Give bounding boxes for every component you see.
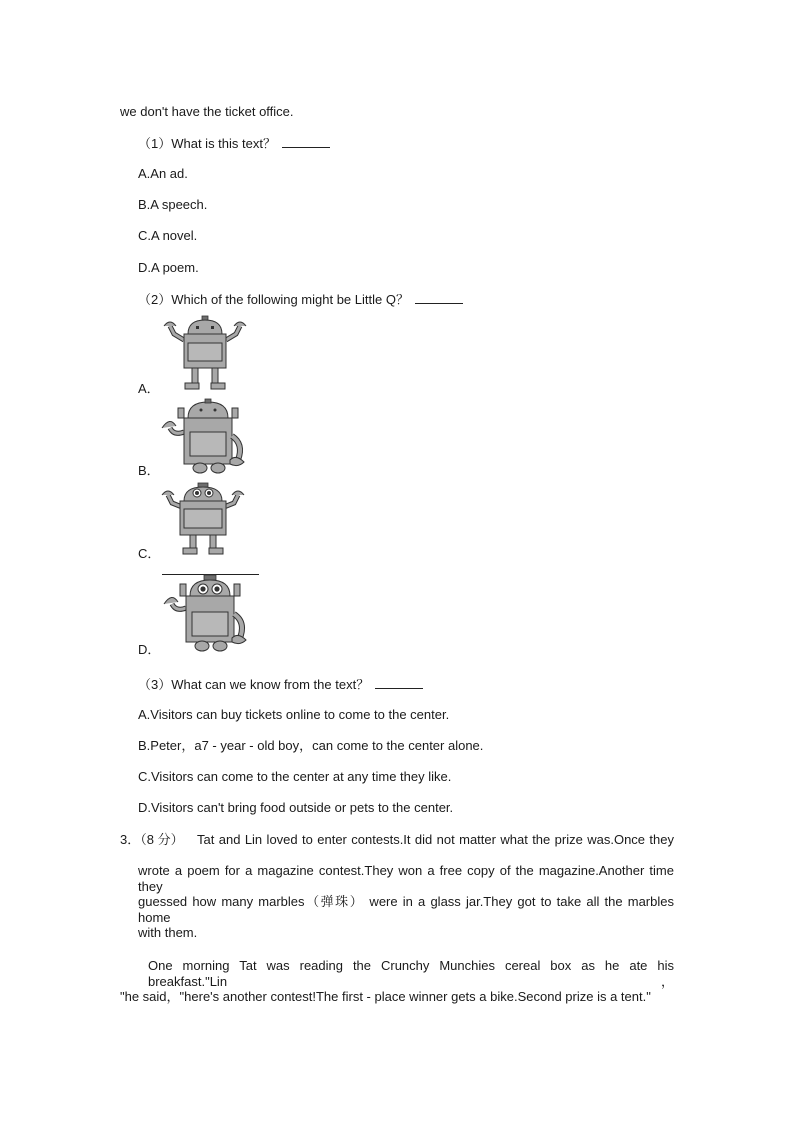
- paragraph-2-line-1: One morning Tat was reading the Crunchy Munchies cereal box as he ate his breakfast."Lin，: [148, 958, 674, 989]
- q2-option-d: D．: [138, 642, 161, 657]
- question-2: [138, 291, 463, 308]
- q2-option-b: B．: [138, 463, 160, 478]
- question-3-text: （3）What can we know from the text？: [138, 677, 370, 692]
- intro-line: we don't have the ticket office.: [120, 104, 294, 119]
- section-3-line-4: with them.: [138, 925, 198, 940]
- question-1-text: （1）What is this text？: [138, 136, 276, 151]
- q3-option-d: D.Visitors can't bring food outside or pets to the center.: [138, 800, 454, 815]
- question-1: [138, 135, 330, 152]
- answer-blank-2[interactable]: [415, 291, 463, 304]
- question-3: [138, 676, 423, 693]
- answer-blank-1[interactable]: [282, 135, 330, 148]
- q1-option-c: C.A novel.: [138, 228, 198, 243]
- q3-option-c: C.Visitors can come to the center at any time they like.: [138, 769, 452, 784]
- robot-big-eyes-wheels-icon: [162, 574, 254, 654]
- q3-option-a: A.Visitors can buy tickets online to come to the center.: [138, 707, 450, 722]
- robot-square-eyes-legs-icon: [162, 314, 248, 392]
- answer-blank-3[interactable]: [375, 676, 423, 689]
- robot-big-eyes-legs-icon: [160, 481, 246, 557]
- question-2-text: （2）Which of the following might be Little Q？: [138, 292, 409, 307]
- paragraph-2-line-2: "he said，"here's another contest!The first ‑ place winner gets a bike.Second prize is a tent.": [120, 989, 651, 1004]
- q1-option-d: D.A poem.: [138, 260, 199, 275]
- q1-option-b: B.A speech.: [138, 197, 208, 212]
- section-3-line-3: guessed how many marbles（弹珠） were in a glass jar.They got to take all the marbles home: [138, 894, 674, 925]
- q2-option-c: C．: [138, 546, 161, 561]
- q2-option-a: A．: [138, 381, 160, 396]
- section-3-line-1: Tat and Lin loved to enter contests.It did not matter what the prize was.Once they: [197, 832, 674, 847]
- robot-wheels-icon: [160, 398, 252, 476]
- section-3-number: 3．（8 分）: [120, 832, 184, 847]
- q3-option-b: B.Peter，a7 ‑ year ‑ old boy，can come to the center alone.: [138, 738, 484, 753]
- section-3-line-2: wrote a poem for a magazine contest.They won a free copy of the magazine.Another time they: [138, 863, 674, 894]
- q1-option-a: A.An ad.: [138, 166, 188, 181]
